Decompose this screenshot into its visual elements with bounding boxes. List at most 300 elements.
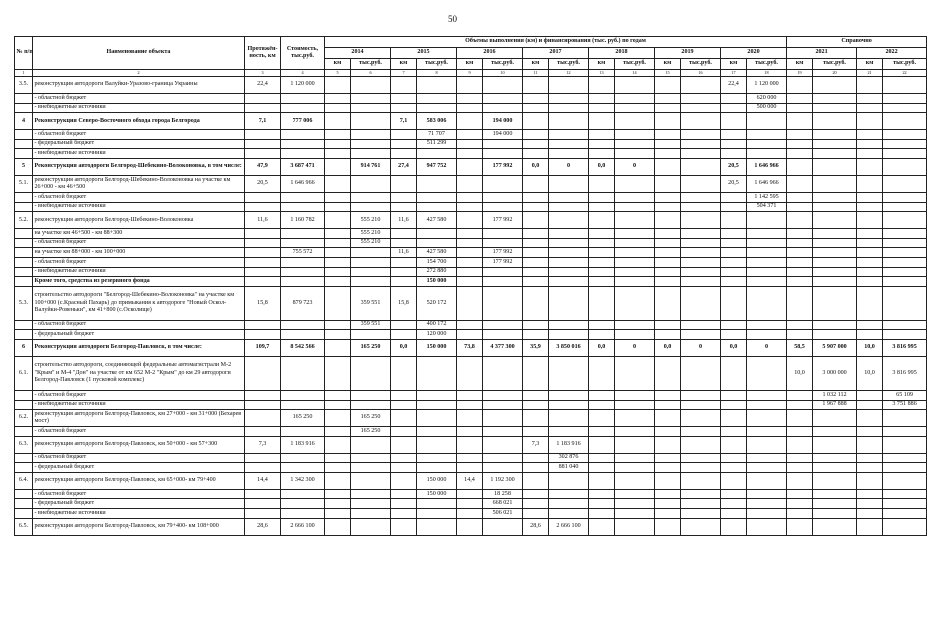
- table-cell: [457, 330, 483, 340]
- row-number-cell: 5.2.: [15, 212, 33, 229]
- table-cell: [787, 286, 813, 320]
- table-cell: 11,6: [391, 212, 417, 229]
- table-cell: [391, 192, 417, 202]
- cost-cell: [281, 229, 325, 239]
- table-cell: [589, 518, 615, 535]
- table-cell: [457, 248, 483, 258]
- table-cell: [813, 320, 857, 330]
- table-cell: [721, 267, 747, 277]
- table-cell: [857, 400, 883, 410]
- table-cell: 177 992: [483, 158, 523, 175]
- object-name-cell: реконструкция автодороги Белгород-Павловск, км 50+000 - км 57+300: [33, 436, 245, 453]
- cost-cell: [281, 463, 325, 473]
- table-cell: [457, 390, 483, 400]
- table-cell: [483, 286, 523, 320]
- table-cell: [681, 499, 721, 509]
- column-number: 17: [721, 70, 747, 77]
- investment-program-table: [14, 36, 927, 536]
- table-cell: [523, 453, 549, 463]
- table-cell: [523, 390, 549, 400]
- column-number: 7: [391, 70, 417, 77]
- table-cell: [457, 356, 483, 390]
- table-cell: [655, 489, 681, 499]
- table-cell: [857, 410, 883, 427]
- table-cell: [721, 320, 747, 330]
- table-cell: 10,0: [857, 356, 883, 390]
- column-number: 14: [615, 70, 655, 77]
- table-cell: [857, 158, 883, 175]
- table-cell: [325, 400, 351, 410]
- table-cell: 0,0: [589, 158, 615, 175]
- table-cell: [589, 410, 615, 427]
- table-cell: 165 250: [351, 410, 391, 427]
- table-cell: [589, 453, 615, 463]
- table-cell: [325, 320, 351, 330]
- table-cell: [883, 212, 927, 229]
- table-cell: [589, 149, 615, 159]
- table-cell: [655, 94, 681, 104]
- table-cell: [351, 175, 391, 192]
- table-cell: [325, 277, 351, 287]
- table-cell: [325, 489, 351, 499]
- table-cell: 2 666 100: [549, 518, 589, 535]
- table-cell: [813, 212, 857, 229]
- table-cell: [721, 248, 747, 258]
- table-cell: 28,6: [523, 518, 549, 535]
- table-cell: [483, 390, 523, 400]
- length-cell: 28,6: [245, 518, 281, 535]
- table-cell: [615, 229, 655, 239]
- table-cell: 58,5: [787, 339, 813, 356]
- cost-cell: 1 160 782: [281, 212, 325, 229]
- table-cell: [813, 113, 857, 130]
- page-number: 50: [448, 14, 457, 24]
- table-cell: [883, 175, 927, 192]
- table-cell: [721, 286, 747, 320]
- row-number-cell: 6.4.: [15, 472, 33, 489]
- row-number-cell: [15, 330, 33, 340]
- table-cell: [523, 238, 549, 248]
- table-cell: [857, 453, 883, 463]
- table-cell: [747, 229, 787, 239]
- object-name-cell: реконструкция автодороги Белгород-Павловск, км 27+000 - км 31+000 (Бехарев мост): [33, 410, 245, 427]
- table-cell: [857, 248, 883, 258]
- row-number-cell: [15, 192, 33, 202]
- table-cell: [457, 238, 483, 248]
- table-cell: [325, 499, 351, 509]
- table-cell: [589, 192, 615, 202]
- table-cell: [391, 472, 417, 489]
- table-cell: [523, 400, 549, 410]
- cost-cell: [281, 192, 325, 202]
- table-cell: [747, 400, 787, 410]
- table-cell: [787, 103, 813, 113]
- column-number: 2: [33, 70, 245, 77]
- table-cell: [325, 286, 351, 320]
- table-cell: [615, 248, 655, 258]
- table-cell: [813, 436, 857, 453]
- table-cell: 65 109: [883, 390, 927, 400]
- table-cell: 14,4: [457, 472, 483, 489]
- table-cell: [857, 489, 883, 499]
- table-cell: [417, 229, 457, 239]
- cost-cell: [281, 257, 325, 267]
- table-cell: [655, 509, 681, 519]
- table-cell: [325, 339, 351, 356]
- table-cell: [681, 130, 721, 140]
- table-cell: [615, 94, 655, 104]
- table-cell: [747, 248, 787, 258]
- year-header-2020: 2020: [721, 48, 787, 59]
- table-cell: [857, 149, 883, 159]
- table-cell: 511 299: [417, 139, 457, 149]
- table-cell: [325, 410, 351, 427]
- length-cell: [245, 238, 281, 248]
- table-cell: [883, 330, 927, 340]
- unit-rub-header: тыс.руб.: [483, 59, 523, 70]
- table-cell: [857, 94, 883, 104]
- table-cell: [655, 436, 681, 453]
- cost-cell: [281, 267, 325, 277]
- cost-cell: [281, 277, 325, 287]
- table-cell: [857, 202, 883, 212]
- row-number-cell: 4: [15, 113, 33, 130]
- table-cell: [391, 94, 417, 104]
- table-row: [15, 229, 927, 239]
- table-cell: [351, 202, 391, 212]
- column-number: 18: [747, 70, 787, 77]
- length-cell: [245, 248, 281, 258]
- table-cell: [391, 489, 417, 499]
- table-cell: [549, 499, 589, 509]
- table-cell: [589, 499, 615, 509]
- table-cell: [655, 267, 681, 277]
- table-cell: [813, 229, 857, 239]
- table-cell: [721, 390, 747, 400]
- object-name-cell: - внебюджетные источники: [33, 149, 245, 159]
- table-cell: [589, 509, 615, 519]
- cost-cell: 2 666 100: [281, 518, 325, 535]
- table-cell: 0: [747, 339, 787, 356]
- table-row: [15, 356, 927, 390]
- table-cell: [615, 130, 655, 140]
- table-cell: [615, 238, 655, 248]
- table-cell: [857, 103, 883, 113]
- table-cell: [655, 257, 681, 267]
- object-name-cell: - внебюджетные источники: [33, 202, 245, 212]
- table-cell: [549, 390, 589, 400]
- cost-cell: [281, 427, 325, 437]
- table-cell: [549, 427, 589, 437]
- column-number: 13: [589, 70, 615, 77]
- table-cell: [351, 267, 391, 277]
- table-cell: [721, 400, 747, 410]
- table-cell: [417, 390, 457, 400]
- column-number: 15: [655, 70, 681, 77]
- table-cell: 7,1: [391, 113, 417, 130]
- table-cell: [681, 286, 721, 320]
- table-cell: [549, 139, 589, 149]
- table-cell: [523, 113, 549, 130]
- table-cell: [813, 130, 857, 140]
- table-cell: [615, 472, 655, 489]
- table-cell: [787, 158, 813, 175]
- table-cell: [857, 499, 883, 509]
- table-cell: [457, 489, 483, 499]
- object-name-cell: строительство автодороги, соединяющей федеральные автомагистрали М-2 "Крым" и М-4 "Дон" на участке от км 652 М-2 "Крым" до км 29 автодороги Белгород-Павловск (1 пусковой комплекс): [33, 356, 245, 390]
- length-cell: 15,8: [245, 286, 281, 320]
- cost-cell: [281, 103, 325, 113]
- table-cell: [721, 499, 747, 509]
- table-cell: 150 000: [417, 472, 457, 489]
- year-header-2018: 2018: [589, 48, 655, 59]
- table-cell: 10,0: [787, 356, 813, 390]
- table-cell: 0: [615, 158, 655, 175]
- table-cell: [325, 94, 351, 104]
- table-cell: [589, 175, 615, 192]
- length-cell: [245, 257, 281, 267]
- table-cell: [655, 472, 681, 489]
- table-cell: [655, 453, 681, 463]
- table-cell: [483, 277, 523, 287]
- table-cell: [325, 518, 351, 535]
- table-cell: 1 183 916: [549, 436, 589, 453]
- table-cell: [721, 436, 747, 453]
- table-cell: [655, 286, 681, 320]
- table-cell: 0: [681, 339, 721, 356]
- object-name-cell: - федеральный бюджет: [33, 330, 245, 340]
- table-cell: [589, 113, 615, 130]
- cost-cell: [281, 238, 325, 248]
- table-row: [15, 139, 927, 149]
- table-cell: [615, 277, 655, 287]
- table-cell: [813, 277, 857, 287]
- table-cell: [417, 94, 457, 104]
- object-name-cell: - внебюджетные источники: [33, 103, 245, 113]
- table-cell: [655, 175, 681, 192]
- table-row: [15, 286, 927, 320]
- table-cell: 4 377 300: [483, 339, 523, 356]
- table-cell: [549, 130, 589, 140]
- table-cell: 359 551: [351, 286, 391, 320]
- table-cell: [391, 149, 417, 159]
- table-cell: [457, 436, 483, 453]
- table-cell: [857, 436, 883, 453]
- length-cell: [245, 277, 281, 287]
- table-cell: [615, 499, 655, 509]
- table-cell: [523, 499, 549, 509]
- table-cell: [549, 192, 589, 202]
- table-cell: [787, 175, 813, 192]
- table-cell: 555 210: [351, 238, 391, 248]
- table-cell: [857, 175, 883, 192]
- table-cell: [883, 518, 927, 535]
- table-cell: [457, 499, 483, 509]
- table-cell: [655, 113, 681, 130]
- table-cell: 11,6: [391, 248, 417, 258]
- table-cell: [549, 149, 589, 159]
- row-number-cell: [15, 509, 33, 519]
- table-cell: [681, 267, 721, 277]
- table-cell: [857, 509, 883, 519]
- table-cell: [351, 77, 391, 94]
- length-cell: [245, 330, 281, 340]
- table-cell: [857, 267, 883, 277]
- table-cell: [813, 238, 857, 248]
- table-cell: 427 580: [417, 212, 457, 229]
- table-row: [15, 267, 927, 277]
- table-cell: [417, 149, 457, 159]
- table-row: [15, 77, 927, 94]
- table-cell: [681, 509, 721, 519]
- table-cell: [391, 330, 417, 340]
- table-cell: [549, 277, 589, 287]
- table-row: [15, 472, 927, 489]
- table-cell: 272 880: [417, 267, 457, 277]
- row-number-cell: 6: [15, 339, 33, 356]
- row-number-cell: [15, 248, 33, 258]
- table-cell: [721, 113, 747, 130]
- table-cell: [747, 286, 787, 320]
- table-cell: [747, 238, 787, 248]
- table-cell: [721, 229, 747, 239]
- table-cell: [523, 330, 549, 340]
- table-cell: [681, 77, 721, 94]
- table-cell: [787, 277, 813, 287]
- col-header-length: Протяжён-ность, км: [245, 37, 281, 70]
- table-cell: [883, 427, 927, 437]
- table-cell: 0,0: [589, 339, 615, 356]
- table-cell: 506 021: [483, 509, 523, 519]
- table-cell: [615, 320, 655, 330]
- table-cell: [351, 130, 391, 140]
- object-name-cell: - федеральный бюджет: [33, 139, 245, 149]
- table-cell: 555 210: [351, 212, 391, 229]
- table-cell: [483, 453, 523, 463]
- table-cell: [417, 453, 457, 463]
- object-name-cell: реконструкция автодороги Валуйки-Уразово-граница Украины: [33, 77, 245, 94]
- unit-km-header: км: [391, 59, 417, 70]
- table-cell: [615, 489, 655, 499]
- cost-cell: [281, 453, 325, 463]
- table-cell: [883, 229, 927, 239]
- table-cell: [655, 518, 681, 535]
- table-cell: 154 700: [417, 257, 457, 267]
- table-cell: 881 040: [549, 463, 589, 473]
- table-cell: [857, 518, 883, 535]
- table-cell: 302 876: [549, 453, 589, 463]
- row-number-cell: 5.3.: [15, 286, 33, 320]
- table-cell: [721, 410, 747, 427]
- table-cell: 20,5: [721, 175, 747, 192]
- table-cell: [813, 257, 857, 267]
- table-cell: 71 707: [417, 130, 457, 140]
- unit-km-header: км: [325, 59, 351, 70]
- table-cell: [523, 248, 549, 258]
- table-cell: [457, 192, 483, 202]
- table-cell: [457, 113, 483, 130]
- table-cell: [589, 356, 615, 390]
- column-number: 5: [325, 70, 351, 77]
- table-cell: [391, 400, 417, 410]
- table-cell: [787, 400, 813, 410]
- row-number-cell: [15, 390, 33, 400]
- table-cell: [681, 175, 721, 192]
- table-cell: [483, 267, 523, 277]
- table-row: [15, 410, 927, 427]
- unit-rub-header: тыс.руб.: [813, 59, 857, 70]
- table-cell: [883, 130, 927, 140]
- table-cell: [457, 149, 483, 159]
- table-cell: [615, 390, 655, 400]
- length-cell: 11,6: [245, 212, 281, 229]
- unit-km-header: км: [787, 59, 813, 70]
- table-cell: [655, 149, 681, 159]
- table-cell: 504 371: [747, 202, 787, 212]
- table-cell: [721, 472, 747, 489]
- unit-rub-header: тыс.руб.: [615, 59, 655, 70]
- table-cell: [883, 453, 927, 463]
- table-cell: [615, 212, 655, 229]
- table-cell: [681, 410, 721, 427]
- row-number-cell: [15, 499, 33, 509]
- object-name-cell: Реконструкция автодороги Белгород-Шебекино-Волоконовка, в том числе:: [33, 158, 245, 175]
- table-cell: [483, 229, 523, 239]
- table-cell: [589, 238, 615, 248]
- length-cell: [245, 192, 281, 202]
- object-name-cell: - областной бюджет: [33, 427, 245, 437]
- table-cell: 177 992: [483, 248, 523, 258]
- table-cell: 1 192 300: [483, 472, 523, 489]
- table-cell: [883, 238, 927, 248]
- table-cell: [589, 94, 615, 104]
- table-cell: [787, 202, 813, 212]
- table-cell: 150 000: [417, 489, 457, 499]
- object-name-cell: на участке км 46+500 - км 88+300: [33, 229, 245, 239]
- table-cell: [681, 229, 721, 239]
- object-name-cell: реконструкция автодороги Белгород-Шебекино-Волоконовка на участке км 26+000 - км 46+500: [33, 175, 245, 192]
- cost-cell: 755 572: [281, 248, 325, 258]
- table-cell: [681, 202, 721, 212]
- length-cell: 20,5: [245, 175, 281, 192]
- table-cell: [325, 436, 351, 453]
- table-cell: [589, 286, 615, 320]
- length-cell: [245, 320, 281, 330]
- cost-cell: [281, 130, 325, 140]
- table-cell: [351, 400, 391, 410]
- table-cell: [883, 286, 927, 320]
- table-cell: [883, 158, 927, 175]
- length-cell: [245, 139, 281, 149]
- cost-cell: [281, 94, 325, 104]
- object-name-cell: - областной бюджет: [33, 192, 245, 202]
- table-cell: [813, 330, 857, 340]
- unit-km-header: км: [721, 59, 747, 70]
- length-cell: [245, 400, 281, 410]
- table-cell: [351, 149, 391, 159]
- length-cell: [245, 453, 281, 463]
- table-cell: [325, 158, 351, 175]
- table-cell: [655, 212, 681, 229]
- table-cell: [813, 175, 857, 192]
- table-cell: [589, 257, 615, 267]
- table-cell: [523, 202, 549, 212]
- object-name-cell: реконструкция автодороги Белгород-Павловск, км 65+000- км 79+400: [33, 472, 245, 489]
- table-cell: [747, 390, 787, 400]
- cost-cell: 8 542 566: [281, 339, 325, 356]
- table-cell: [721, 489, 747, 499]
- length-cell: 14,4: [245, 472, 281, 489]
